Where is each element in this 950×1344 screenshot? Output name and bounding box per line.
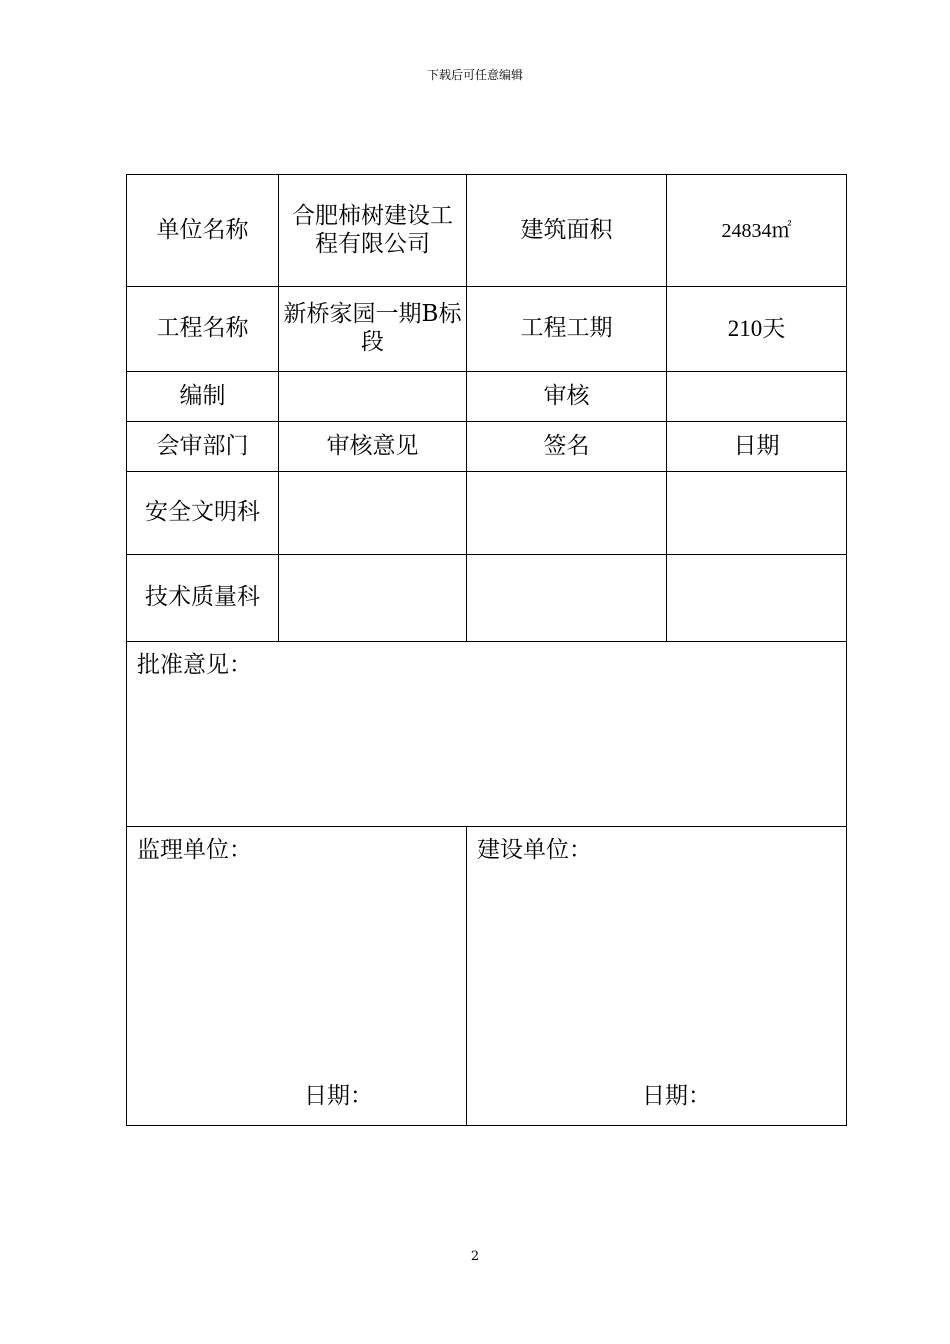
row-headers — [127, 422, 847, 472]
page-number: 2 — [470, 1249, 480, 1264]
unit-name-value: 合肥柿树建设工程有限公司 — [279, 175, 467, 287]
opinion-header: 审核意见 — [279, 422, 467, 472]
header-note: 下载后可任意编辑 — [426, 68, 523, 82]
dept-header: 会审部门 — [127, 422, 279, 472]
review-form-table — [126, 174, 847, 1126]
row-safety — [127, 472, 847, 555]
compile-value — [279, 372, 467, 422]
review-label: 审核 — [467, 372, 667, 422]
compile-label: 编制 — [127, 372, 279, 422]
duration-value: 210天 — [667, 287, 847, 372]
project-name-label: 工程名称 — [127, 287, 279, 372]
supervision-label: 监理单位： — [137, 837, 252, 863]
construction-label: 建设单位： — [477, 837, 592, 863]
duration-label: 工程工期 — [467, 287, 667, 372]
row-signoff — [127, 827, 847, 1126]
row-quality — [127, 555, 847, 642]
dept-quality: 技术质量科 — [127, 555, 279, 642]
row-approval — [127, 642, 847, 827]
construction-cell — [467, 827, 847, 1126]
construction-date-label: 日期： — [642, 1083, 711, 1109]
building-area-label: 建筑面积 — [467, 175, 667, 287]
quality-date-cell — [667, 555, 847, 642]
safety-date-cell — [667, 472, 847, 555]
review-value — [667, 372, 847, 422]
quality-sign-cell — [467, 555, 667, 642]
safety-sign-cell — [467, 472, 667, 555]
approval-label: 批准意见： — [137, 652, 252, 678]
row-project — [127, 287, 847, 372]
row-unit — [127, 175, 847, 287]
sign-header: 签名 — [467, 422, 667, 472]
building-area-value: 24834㎡ — [667, 175, 847, 287]
quality-opinion-cell — [279, 555, 467, 642]
approval-cell — [127, 642, 847, 827]
project-name-value: 新桥家园一期B标段 — [279, 287, 467, 372]
supervision-date-label: 日期： — [304, 1083, 373, 1109]
date-header: 日期 — [667, 422, 847, 472]
safety-opinion-cell — [279, 472, 467, 555]
supervision-cell — [127, 827, 467, 1126]
unit-name-label: 单位名称 — [127, 175, 279, 287]
row-compile — [127, 372, 847, 422]
dept-safety: 安全文明科 — [127, 472, 279, 555]
